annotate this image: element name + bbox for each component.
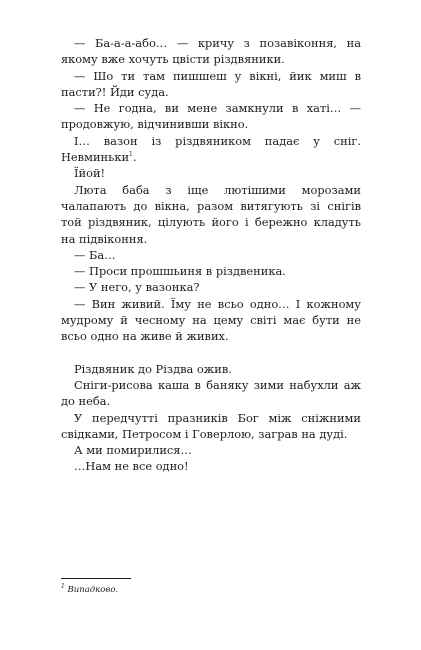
paragraph: — Не годна, ви мене замкнули в хаті… — продовжую, відчинивши вікно.	[61, 101, 361, 132]
paragraph-with-footnote: І… вазон із різдвяником падає у сніг. Невминьки$^1$.	[61, 133, 361, 165]
paragraph: А ми помирилися…	[74, 443, 192, 458]
footnote-mark: 1	[61, 583, 65, 591]
paragraph: — Ба…	[74, 247, 116, 262]
footnote-reference: 1	[129, 151, 133, 159]
paragraph: Сніги-рисова каша в баняку зими набухли аж до неба.	[61, 377, 361, 409]
paragraph-text: І… вазон із різдвяником падає у сніг. Невминьки	[61, 133, 361, 165]
paragraph: — Шо ти там пишшеш у вікні, йик миш в пасти?! Йди суда.	[61, 68, 361, 99]
paragraph: — Вин живий. Їму не всьо одно… І кожному мудрому й чесному на цему світі має бути не всьо одно на живе й живих.	[61, 296, 361, 344]
paragraph: Люта баба з іще лютішими морозами чалапають до вікна, разом витягують зі снігів той різдвяник, цілують його і бережно кладуть на підвіконня.	[61, 182, 361, 246]
section-gap	[61, 345, 361, 361]
footnote-divider	[61, 578, 131, 579]
paragraph: — Ба-а-а-або… — кричу з позавіконня, на якому вже хочуть цвісти різдвяники.	[61, 36, 361, 67]
footnote-text: Випадково.	[67, 585, 119, 595]
paragraph: Різдвяник до Різдва ожив.	[74, 361, 232, 376]
footnote	[61, 585, 118, 596]
paragraph: Їйой!	[74, 166, 106, 181]
paragraph: …Нам не все одно!	[74, 459, 189, 474]
paragraph: — У него, у вазонка?	[74, 280, 200, 295]
paragraph: — Проси прошшьиня в різдвеника.	[74, 264, 286, 279]
page-body	[61, 35, 361, 475]
paragraph: У передчутті празників Бог між сніжними свідками, Петросом і Говерлою, заграв на дуді.	[61, 410, 361, 441]
